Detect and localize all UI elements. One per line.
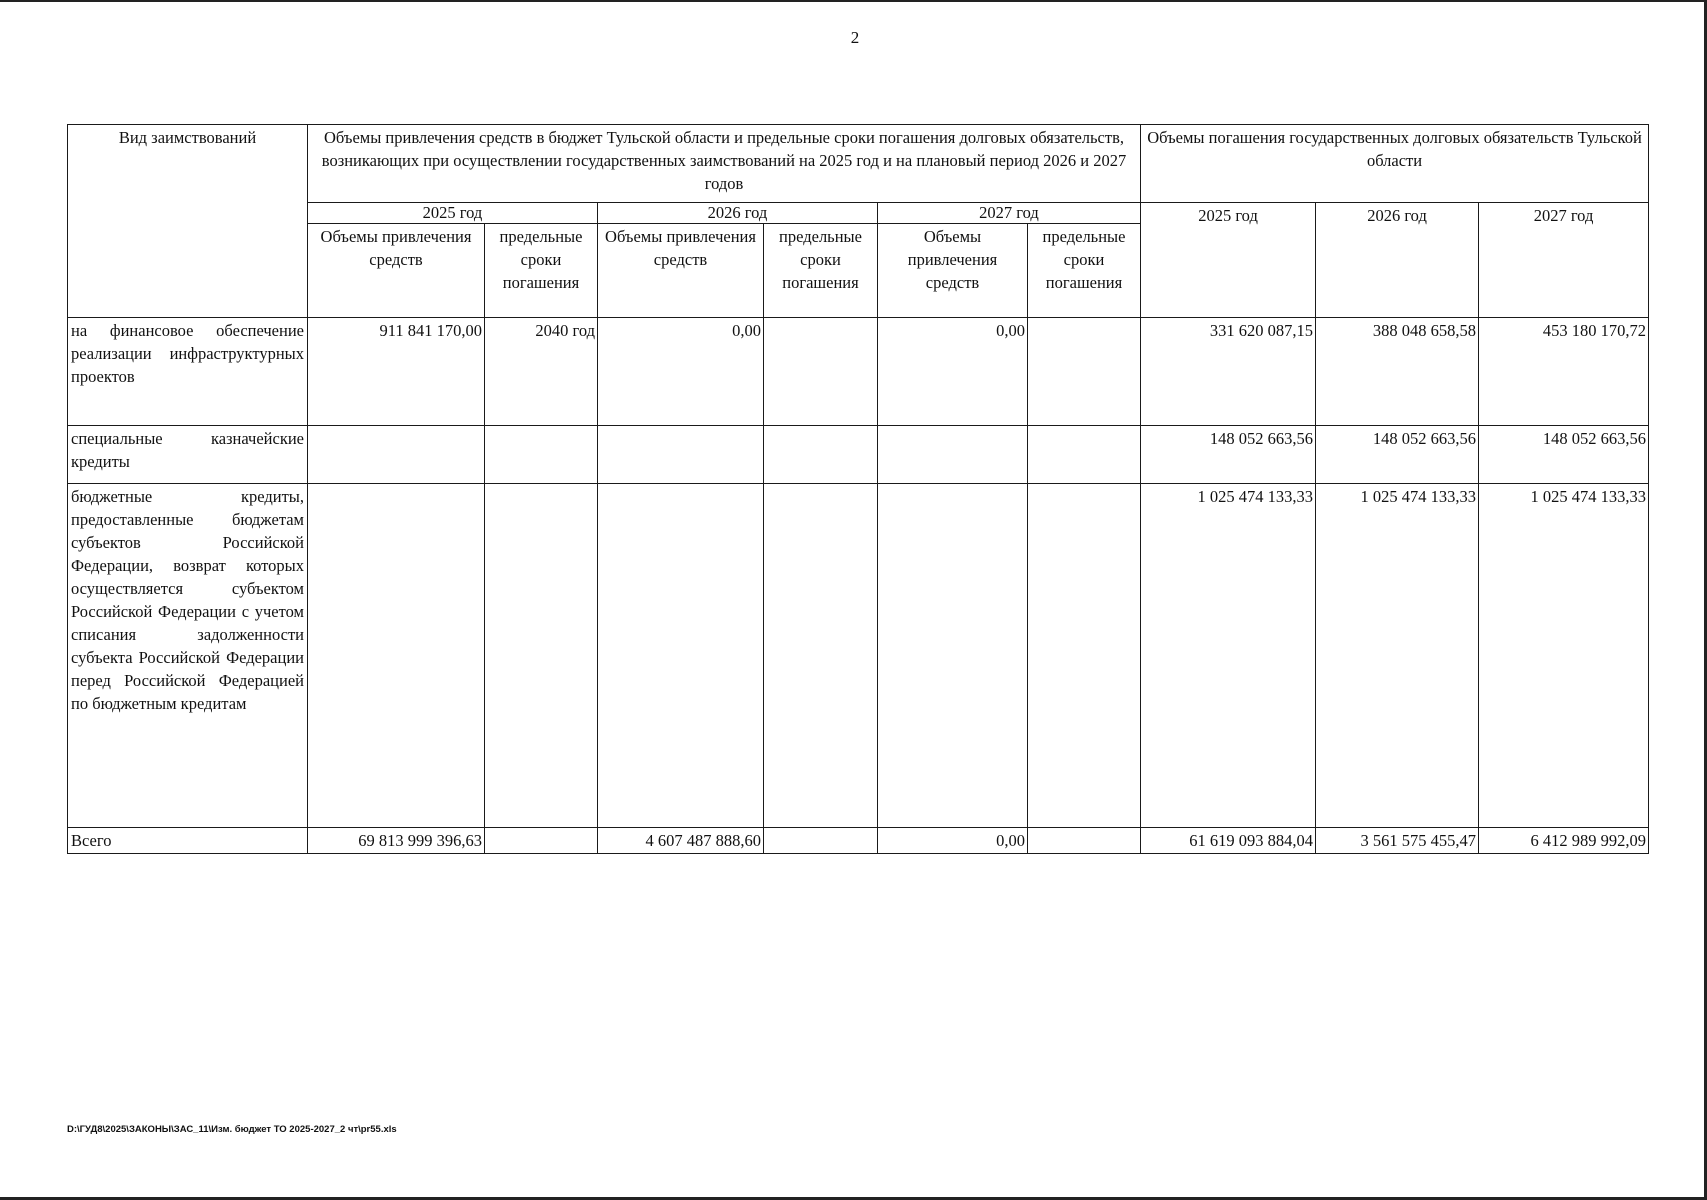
repay-volume-2025: 148 052 663,56 (1141, 426, 1316, 484)
repay-volume-2025: 1 025 474 133,33 (1141, 484, 1316, 828)
header-attract-year-2026: 2026 год (598, 203, 878, 224)
repay-volume-2026: 1 025 474 133,33 (1316, 484, 1479, 828)
total-label: Всего (68, 828, 308, 854)
total-attract-2027: 0,00 (878, 828, 1028, 854)
total-term-2027 (1028, 828, 1141, 854)
attract-volume-2026 (598, 484, 764, 828)
page-number: 2 (850, 28, 860, 47)
repayment-term-2025: 2040 год (485, 318, 598, 426)
attract-volume-2027 (878, 426, 1028, 484)
repay-volume-2027: 453 180 170,72 (1479, 318, 1649, 426)
row-label: на финансовое обеспечение реализации инфраструктурных проектов (68, 318, 308, 426)
attract-volume-2025 (308, 484, 485, 828)
header-term-2025: предельные сроки погашения (485, 224, 598, 318)
header-term-2027: предельные сроки погашения (1028, 224, 1141, 318)
header-volume-2025: Объемы привлечения средств (308, 224, 485, 318)
header-attraction-group: Объемы привлечения средств в бюджет Тульской области и предельные сроки погашения долговых обязательств, возникающих при осуществлении государственных заимствований на 2025 год и на плановый период 2026 и 2027 годов (308, 125, 1141, 203)
table-row (68, 426, 1649, 484)
total-term-2026 (764, 828, 878, 854)
attract-volume-2025 (308, 426, 485, 484)
total-attract-2025: 69 813 999 396,63 (308, 828, 485, 854)
attract-volume-2027: 0,00 (878, 318, 1028, 426)
header-row-1 (68, 125, 1649, 203)
page-top-edge (0, 0, 1707, 2)
repay-volume-2027: 1 025 474 133,33 (1479, 484, 1649, 828)
header-volume-2027: Объемы привлечения средств (878, 224, 1028, 318)
header-repayment-group: Объемы погашения государственных долговых обязательств Тульской области (1141, 125, 1649, 203)
total-term-2025 (485, 828, 598, 854)
total-row (68, 828, 1649, 854)
total-repay-2025: 61 619 093 884,04 (1141, 828, 1316, 854)
repayment-term-2026 (764, 426, 878, 484)
repayment-term-2025 (485, 426, 598, 484)
total-repay-2027: 6 412 989 992,09 (1479, 828, 1649, 854)
header-term-2026: предельные сроки погашения (764, 224, 878, 318)
table-row (68, 484, 1649, 828)
file-path-footer: D:\ГУД8\2025\ЗАКОНЫ\ЗАС_11\Изм. бюджет ТО 2025-2027_2 чт\pr55.xls (67, 1124, 397, 1135)
repayment-term-2027 (1028, 484, 1141, 828)
header-volume-2026: Объемы привлечения средств (598, 224, 764, 318)
repay-volume-2025: 331 620 087,15 (1141, 318, 1316, 426)
attract-volume-2026 (598, 426, 764, 484)
header-type-of-borrowing: Вид заимствований (68, 125, 308, 318)
table-row (68, 318, 1649, 426)
repayment-term-2026 (764, 318, 878, 426)
repayment-term-2027 (1028, 318, 1141, 426)
attract-volume-2025: 911 841 170,00 (308, 318, 485, 426)
row-label: специальные казначейские кредиты (68, 426, 308, 484)
repayment-term-2027 (1028, 426, 1141, 484)
total-attract-2026: 4 607 487 888,60 (598, 828, 764, 854)
attract-volume-2026: 0,00 (598, 318, 764, 426)
header-repay-year-2026: 2026 год (1316, 203, 1479, 318)
repay-volume-2027: 148 052 663,56 (1479, 426, 1649, 484)
repay-volume-2026: 388 048 658,58 (1316, 318, 1479, 426)
row-label: бюджетные кредиты, предоставленные бюджетам субъектов Российской Федерации, возврат которых осуществляется субъектом Российской Федерации с учетом списания задолженности субъекта Российской Федерации перед Российской Федерацией по бюджетным кредитам (68, 484, 308, 828)
repayment-term-2026 (764, 484, 878, 828)
header-attract-year-2025: 2025 год (308, 203, 598, 224)
borrowings-table (67, 124, 1649, 854)
repayment-term-2025 (485, 484, 598, 828)
header-repay-year-2027: 2027 год (1479, 203, 1649, 318)
header-repay-year-2025: 2025 год (1141, 203, 1316, 318)
attract-volume-2027 (878, 484, 1028, 828)
repay-volume-2026: 148 052 663,56 (1316, 426, 1479, 484)
header-attract-year-2027: 2027 год (878, 203, 1141, 224)
total-repay-2026: 3 561 575 455,47 (1316, 828, 1479, 854)
